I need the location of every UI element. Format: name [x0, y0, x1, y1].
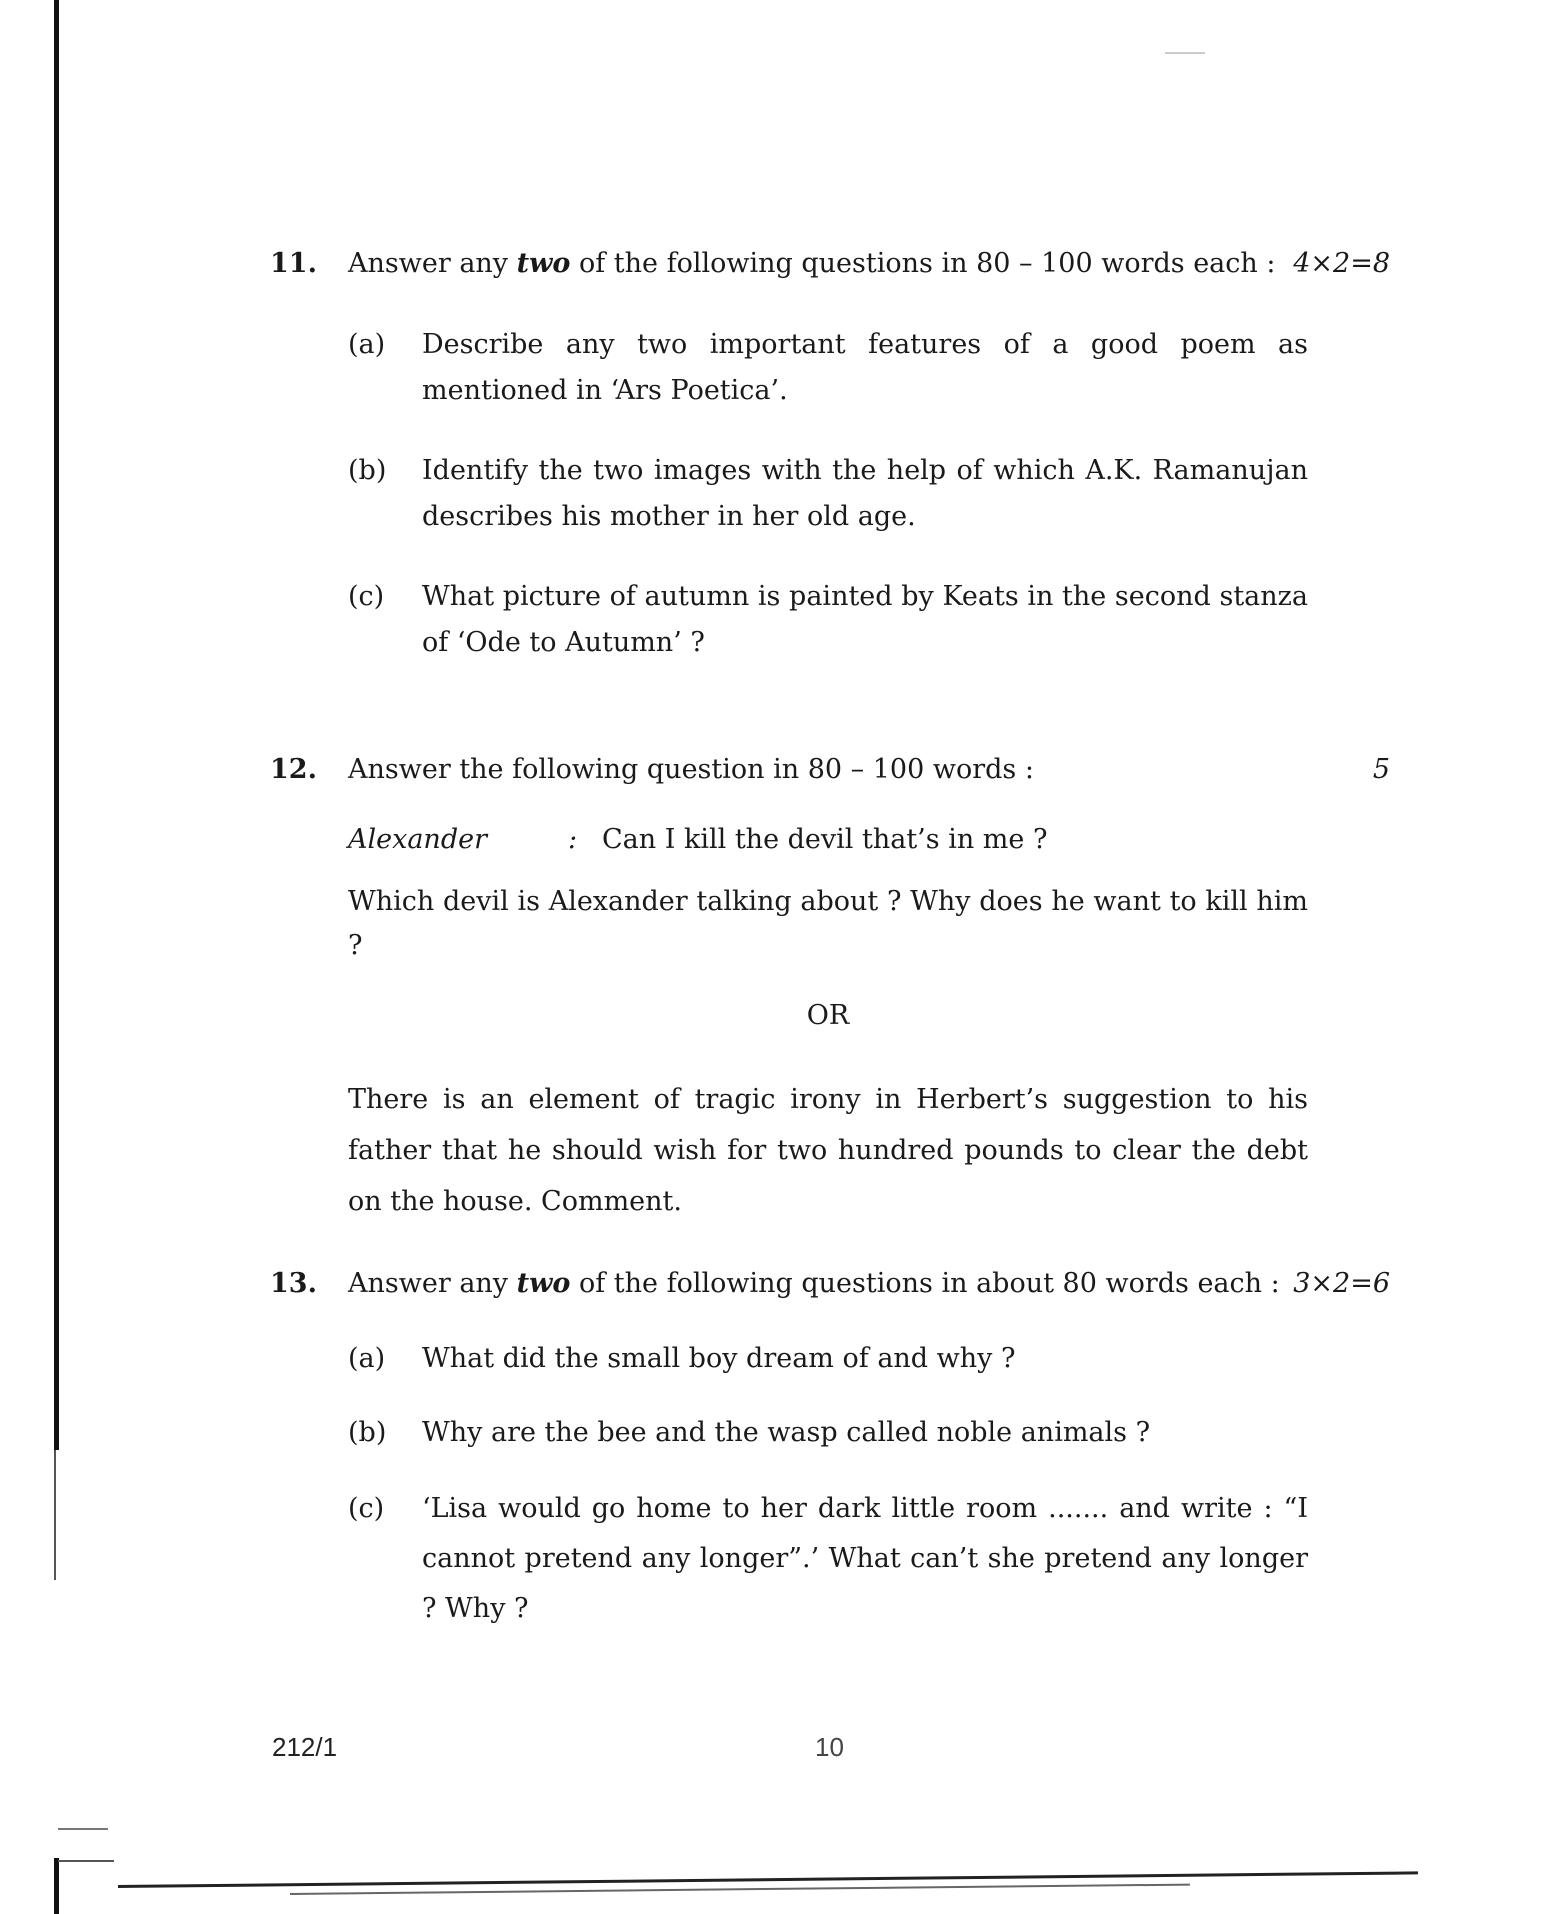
- question-11: [270, 242, 1390, 666]
- scan-binding-edge-bottom: [54, 1858, 59, 1914]
- scan-bottom-rule: [290, 1884, 1190, 1895]
- speaker-name: Alexander: [348, 824, 487, 855]
- question-instruction: [348, 242, 1293, 286]
- instruction-emphasis: two: [516, 248, 571, 279]
- sub-question-c: [348, 1484, 1308, 1634]
- sub-question-text: Describe any two important features of a good poem as mentioned in ‘Ars Poetica’.: [422, 329, 1308, 406]
- sub-question-label: (a): [348, 1343, 386, 1374]
- sub-question-label: (c): [348, 1493, 385, 1524]
- instruction-text: of the following questions in about 80 words each :: [570, 1268, 1280, 1299]
- sub-question-c: [348, 574, 1308, 666]
- instruction-text: Answer any: [348, 248, 517, 279]
- scan-mark: [58, 1860, 114, 1862]
- sub-question-label: (a): [348, 329, 386, 360]
- sub-question-label: (c): [348, 581, 385, 612]
- quoted-dialogue: [348, 818, 1390, 862]
- scan-binding-edge: [54, 0, 59, 1450]
- or-separator: OR: [806, 1000, 850, 1031]
- sub-question-text: What picture of autumn is painted by Keats in the second stanza of ‘Ode to Autumn’ ?: [422, 581, 1308, 658]
- dialogue-line: Can I kill the devil that’s in me ?: [602, 824, 1048, 855]
- sub-question-b: [348, 448, 1308, 540]
- question-header: [270, 1262, 1390, 1306]
- question-instruction: [348, 1262, 1293, 1306]
- sub-question-text: Why are the bee and the wasp called noble animals ?: [422, 1417, 1151, 1448]
- paper-code: 212/1: [272, 1732, 338, 1762]
- question-header: [270, 748, 1390, 792]
- dialogue-separator: :: [568, 824, 578, 855]
- sub-question-label: (b): [348, 455, 387, 486]
- question-number: 12.: [270, 754, 317, 785]
- question-marks: 5: [1372, 754, 1390, 785]
- scan-binding-edge-lower: [54, 1450, 56, 1580]
- sub-question-a: [348, 322, 1308, 414]
- question-instruction: Answer the following question in 80 – 100 words :: [348, 754, 1034, 785]
- scan-mark: [58, 1828, 108, 1830]
- question-13: [270, 1262, 1390, 1634]
- question-marks: 3×2=6: [1293, 1268, 1390, 1299]
- sub-question-text: What did the small boy dream of and why ?: [422, 1343, 1016, 1374]
- sub-question-b: [348, 1410, 1308, 1456]
- question-marks: 4×2=8: [1293, 248, 1390, 279]
- scan-bottom-rule: [118, 1871, 1418, 1888]
- question-12: [270, 748, 1390, 1227]
- sub-question-text: Identify the two images with the help of which A.K. Ramanujan describes his mother in her old age.: [422, 455, 1308, 532]
- alternative-question-text: There is an element of tragic irony in Herbert’s suggestion to his father that he should wish for two hundred pounds to clear the debt on the house. Comment.: [348, 1084, 1308, 1217]
- question-header: [270, 242, 1390, 286]
- question-number: 13.: [270, 1268, 317, 1299]
- scan-mark: [1165, 52, 1205, 54]
- sub-question-text: ‘Lisa would go home to her dark little room ....... and write : “I cannot pretend any longer”.’ What can’t she pretend any longer ? Why ?: [422, 1493, 1308, 1624]
- question-number: 11.: [270, 248, 317, 279]
- instruction-text: Answer any: [348, 1268, 517, 1299]
- instruction-emphasis: two: [516, 1268, 571, 1299]
- question-text: Which devil is Alexander talking about ? Why does he want to kill him ?: [348, 886, 1308, 961]
- page-number: 10: [815, 1732, 844, 1762]
- sub-question-a: [348, 1336, 1308, 1382]
- sub-question-label: (b): [348, 1417, 387, 1448]
- instruction-text: of the following questions in 80 – 100 words each :: [570, 248, 1276, 279]
